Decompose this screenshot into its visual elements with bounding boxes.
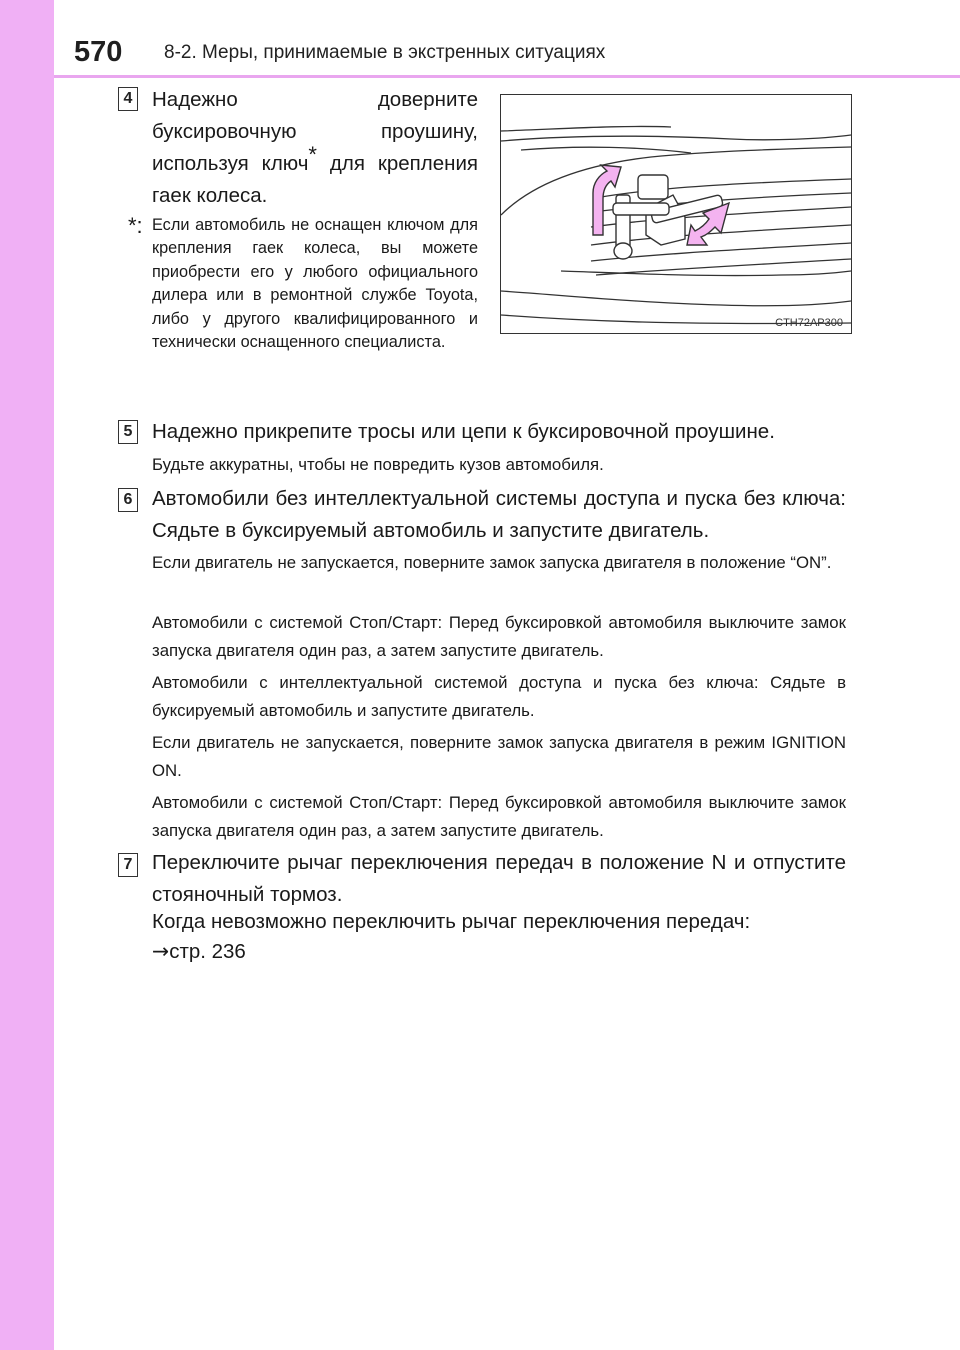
step-4-footnote bbox=[128, 214, 478, 354]
section-title: 8-2. Меры, принимаемые в экстренных ситуациях bbox=[164, 42, 606, 63]
step-5-badge: 5 bbox=[118, 420, 138, 444]
towing-eyelet-illustration bbox=[500, 94, 852, 334]
page-number: 570 bbox=[74, 36, 123, 68]
tow-hook-wrench-drawing bbox=[501, 95, 851, 333]
step-6-note-1: Если двигатель не запускается, поверните замок запуска двигателя в положение “ON”. bbox=[152, 553, 832, 572]
header-rule bbox=[54, 75, 960, 78]
step-4-text-after: для крепления гаек колеса. bbox=[152, 152, 478, 207]
step-4-asterisk: * bbox=[308, 142, 317, 168]
step-7-text-2: Когда невозможно переключить рычаг переключения передач: bbox=[152, 910, 751, 933]
step-6-note-3: Автомобили с интеллектуальной системой доступа и пуска без ключа: Сядьте в буксируемый автомобиль и запустите двигатель. bbox=[152, 673, 846, 720]
step-4-text-main: Надежно доверните буксировочную проушину, используя ключ bbox=[152, 88, 478, 175]
step-6-note-5: Автомобили с системой Стоп/Старт: Перед буксировкой автомобиля выключите замок запуска двигателя один раз, а затем запустите двигатель. bbox=[152, 793, 846, 840]
step-5-text: Надежно прикрепите тросы или цепи к буксировочной проушине. bbox=[152, 420, 775, 443]
step-7-page-ref[interactable] bbox=[152, 935, 846, 968]
sidebar-band bbox=[0, 0, 54, 1350]
footnote-text: Если автомобиль не оснащен ключом для крепления гаек колеса, вы можете приобрести его у любого официального дилера или в ремонтной службе Toyota, либо у другого квалифицированного и технически оснащенного специалиста. bbox=[152, 216, 478, 352]
footnote-mark: *: bbox=[128, 213, 143, 238]
step-6-text: Автомобили без интеллектуальной системы доступа и пуска без ключа: Сядьте в буксируемый автомобиль и запустите двигатель. bbox=[152, 487, 846, 542]
step-4-badge: 4 bbox=[118, 87, 138, 111]
step-5-note: Будьте аккуратны, чтобы не повредить кузов автомобиля. bbox=[152, 455, 604, 474]
step-6-note-2: Автомобили с системой Стоп/Старт: Перед буксировкой автомобиля выключите замок запуска двигателя один раз, а затем запустите двигатель. bbox=[152, 613, 846, 660]
page-ref-link[interactable]: стр. 236 bbox=[169, 940, 246, 963]
figure-caption: CTH72AP300 bbox=[775, 317, 843, 329]
step-6-badge: 6 bbox=[118, 488, 138, 512]
step-6-note-4: Если двигатель не запускается, поверните замок запуска двигателя в режим IGNITION ON. bbox=[152, 733, 846, 780]
step-7-badge: 7 bbox=[118, 853, 138, 877]
step-4-text bbox=[152, 84, 478, 212]
page-header bbox=[54, 0, 960, 76]
ref-arrow-icon: → bbox=[152, 939, 170, 963]
step-7-text: Переключите рычаг переключения передач в положение N и отпустите стояночный тормоз. bbox=[152, 851, 846, 906]
